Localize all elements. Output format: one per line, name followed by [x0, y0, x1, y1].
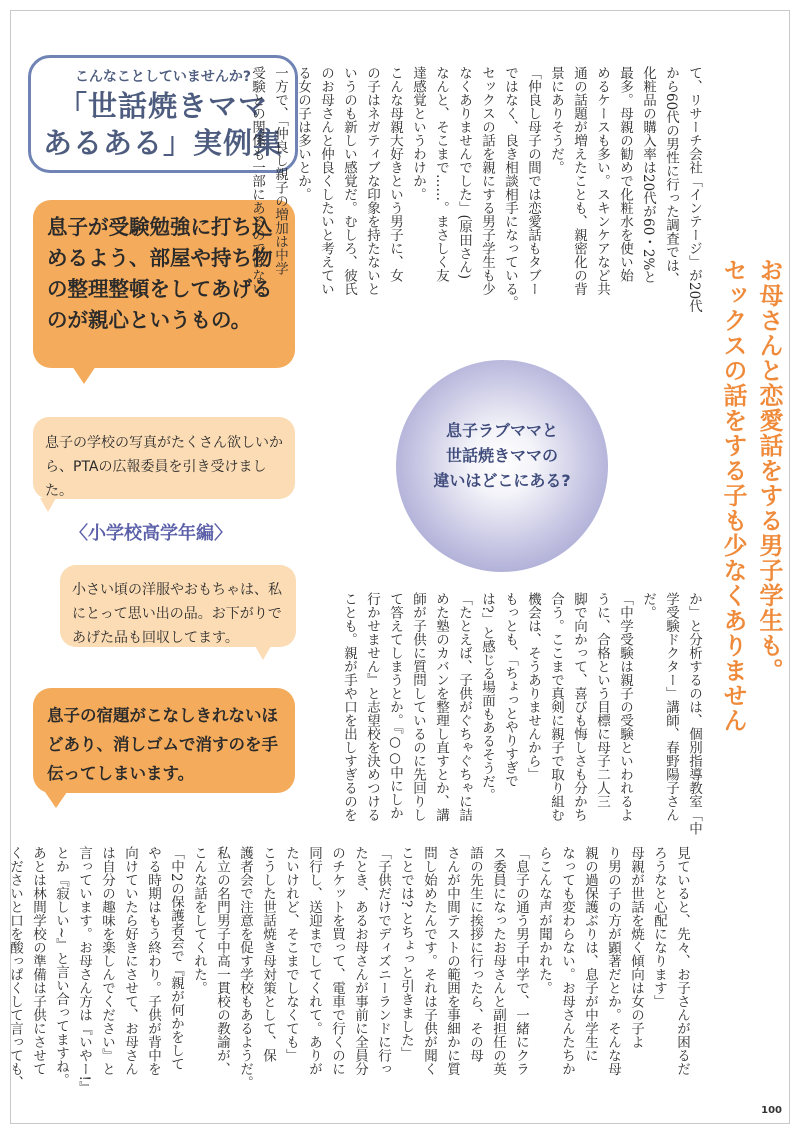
- bubble-tail: [40, 498, 56, 512]
- example-bubble-2: 息子の学校の写真がたくさん欲しいから、PTAの広報委員を引き受けました。: [33, 417, 295, 499]
- bubble-tail: [255, 646, 271, 660]
- article-headline: お母さんと恋愛話をする男子学生も。 セックスの話をする子も少なくありません: [719, 258, 783, 733]
- sidebar-title-sub: こんなことしていませんか?: [74, 69, 252, 85]
- bubble-tail: [72, 366, 96, 384]
- example-bubble-1: 息子が受験勉強に打ち込めるよう、部屋や持ち物の整理整頓をしてあげるのが親心というもの。: [33, 200, 295, 368]
- example-bubble-4: 息子の宿題がこなしきれないほどあり、消しゴムで消すのを手伝ってしまいます。: [33, 688, 295, 793]
- circle-caption: 息子ラブママと 世話焼きママの 違いはどこにある?: [433, 421, 571, 490]
- section-heading: 〈小学校高学年編〉: [70, 523, 232, 544]
- body-text-column-3: 見ていると、先々、お子さんが困るだ ろうなと心配になります」 母親が世話を焼く傾向は女の子よ り男の子の方が顕著だとか。そんな母 親の過保護ぶりは、息子が中学生に なっても変わらない。お母さんたちか らこんな声が聞かれた。 「息子の通う男子中学で、一緒にクラ ス委員になったお母さんと副担任の英 語の先生に挨拶に行ったら、その母 さんが中間テストの範囲を事細かに質 問し始めたんです。それは子供が聞く ことでは? とちょっと引きました」 「子供だけでディズニーランドに行っ たとき、あるお母さんが事前に全員分 のチケットを買って、電車で行くのに 同行し、送迎までしてくれて。ありが たいけれど、そこまでしなくても」 こうした世話焼き母対策として、保 護者会で注意を促す学校もあるようだ。 私立の名門男子中高一貫校の教諭が、 こんな話をしてくれた。 「中2の保護者会で『親が何かをして やる時期はもう終わり。子供が背中を 向けていたら好きにさせて、お母さん は自分の趣味を楽しんでください』と 言っています。お母さん方は『いやー!』 とか『寂しい~』と言い合ってますね。 あとは林間学校の準備は子供にさせて くださいと口を酸っぱくして言っても、: [7, 846, 690, 1095]
- example-bubble-3: 小さい頃の洋服やおもちゃは、私にとって思い出の品。お下がりであげた品も回収してます。: [60, 565, 296, 647]
- body-text-column-2: か」と分析するのは、個別指導教室「中 学受験ドクター」講師、春野陽子さん だ。 「中学受験は親子の受験といわれるよ うに、合格という目標に母子二人三 脚で向かって、喜びも悔しさも分かち 合う。ここまで真剣に親子で取り組む 機会は、そうありませんから」 もっとも、「ちょっとやりすぎで は?」と感じる場面もあるそうだ。 「たとえば、子供がぐちゃぐちゃに詰 めた塾のカバンを整理し直すとか、講 師が子供に質問しているのに先回りし て答えてしまうとか。『○○中にしか 行かせません』と志望校を決めつける ことも。親が手や口を出しすぎるのを: [341, 592, 702, 835]
- sidebar-title-main: 「世話焼きママ あるある」実例集: [42, 89, 283, 160]
- page-number: 100: [761, 1105, 782, 1116]
- body-text-column-1: て、リサーチ会社「インテージ」が20代 から60代の男性に行った調査では、 化粧品の購入率は20代が60・2%と 最多。母親の勧めで化粧水を使い始 めるケースも多い。スキンケアなど共 通の話題が増えたことも、親密化の背 景にありそうだ。 「仲良し母子の間では恋愛話もタブー ではなく、良き相談相手になっている。 セックスの話を親にする男子学生も少 なくありませんでした」(原田さん) なんと、そこまで……。まさしく友 達感覚というわけか。 こんな母親大好きという男子に、女 の子はネガティブな印象を持たないと いうのも新しい感覚だ。むしろ、彼氏 のお母さんと仲良くしたいと考えてい る女の子は多いとか。 一方で、「仲良し親子の増加は中学 受験との関係も一部にあるのではない: [249, 66, 702, 313]
- bubble-tail: [45, 792, 67, 808]
